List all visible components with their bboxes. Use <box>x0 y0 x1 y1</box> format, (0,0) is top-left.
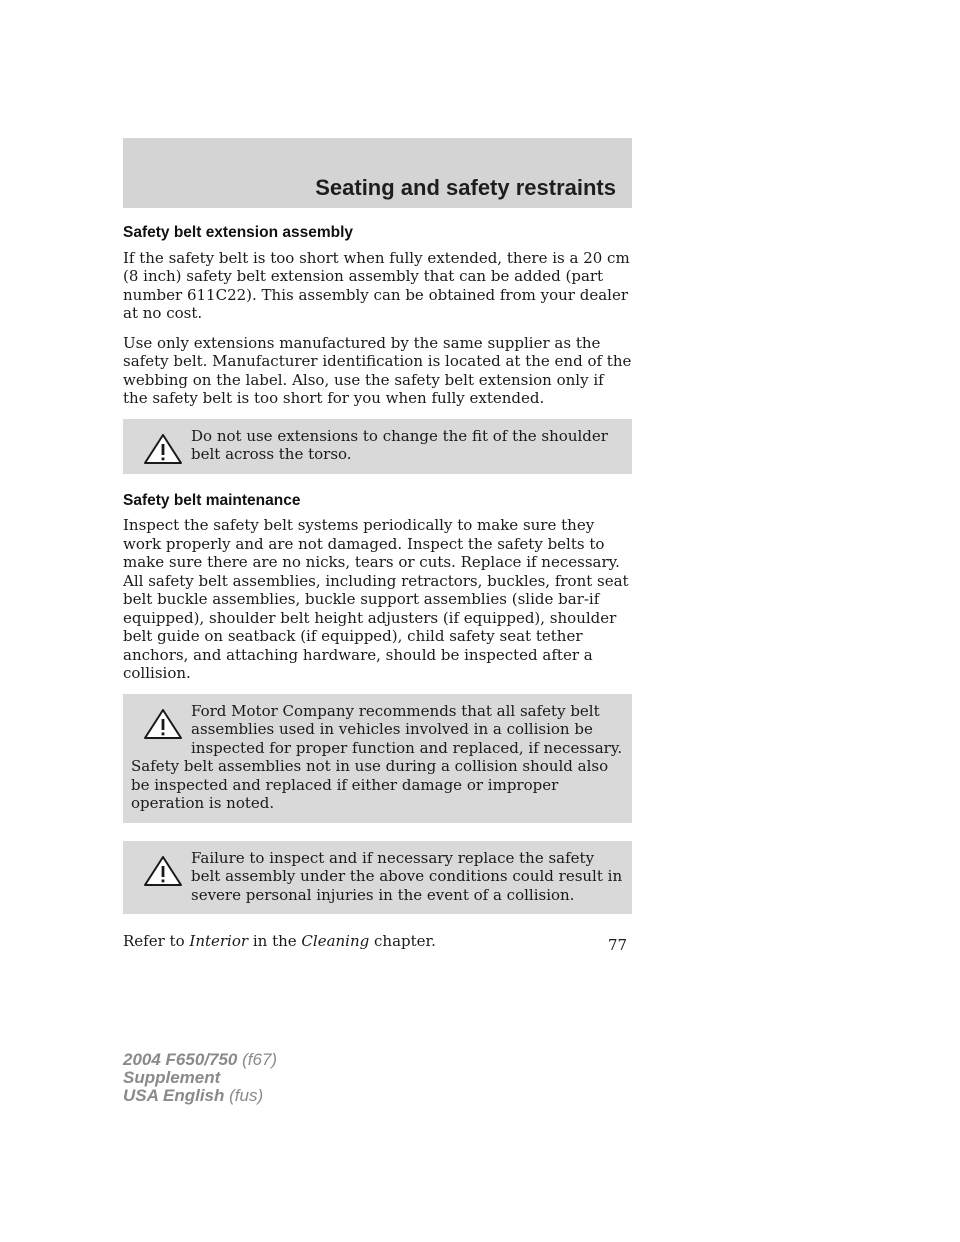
footer-language-code: (fus) <box>229 1086 264 1105</box>
footer-model-code: (f67) <box>242 1050 278 1069</box>
paragraph: If the safety belt is too short when fully extended, there is a 20 cm (8 inch) safety belt extension assembly that can be added (part number 611C22). This assembly can be obtained from your dealer at no cost. <box>123 248 630 322</box>
section-heading-maintenance: Safety belt maintenance <box>123 491 301 509</box>
chapter-title: Seating and safety restraints <box>315 175 616 200</box>
page-content <box>123 220 632 962</box>
warning-text: Failure to inspect and if necessary replace the safety belt assembly under the above conditions could result in severe personal injuries in the event of a collision. <box>191 848 623 904</box>
refer-suffix: chapter. <box>374 932 436 950</box>
refer-paragraph <box>123 932 632 951</box>
chapter-header-band <box>123 138 632 208</box>
footer-supplement: Supplement <box>123 1068 221 1087</box>
warning-text: Ford Motor Company recommends that all safety belt assemblies used in vehicles involved in a collision be inspected for proper function and replaced, if necessary. Safety belt assemblies not in use during a collision should also be inspected and replaced if either damage or improper operation is noted. <box>131 701 623 812</box>
paragraph: Inspect the safety belt systems periodically to make sure they work properly and are not damaged. Inspect the safety belts to make sure there are no nicks, tears or cuts. Replace if necessary. All safety belt assemblies, including retractors, buckles, front seat belt buckle assemblies, buckle support assemblies (slide bar-if equipped), shoulder belt height adjusters (if equipped), shoulder belt guide on seatback (if equipped), child safety seat tether anchors, and attaching hardware, should be inspected after a collision. <box>123 516 629 682</box>
footer-edition-info <box>123 1051 277 1105</box>
refer-link-cleaning[interactable]: Cleaning <box>301 932 370 950</box>
paragraph: Use only extensions manufactured by the same supplier as the safety belt. Manufacturer identification is located at the end of the webbing on the label. Also, use the safety belt extension only if the safety belt is too short for you when fully extended. <box>123 333 632 407</box>
warning-triangle-icon <box>143 855 183 887</box>
refer-link-interior[interactable]: Interior <box>189 932 249 950</box>
footer-model: 2004 F650/750 <box>123 1050 238 1069</box>
section-heading-extension: Safety belt extension assembly <box>123 224 354 241</box>
warning-box <box>123 841 632 915</box>
warning-box <box>123 694 632 823</box>
footer-language: USA English <box>123 1086 225 1105</box>
page-number: 77 <box>608 936 628 954</box>
warning-triangle-icon <box>143 433 183 465</box>
refer-middle: in the <box>252 932 297 950</box>
warning-triangle-icon <box>143 708 183 740</box>
warning-text: Do not use extensions to change the fit of the shoulder belt across the torso. <box>191 426 608 463</box>
refer-prefix: Refer to <box>123 932 185 950</box>
warning-box <box>123 419 632 474</box>
